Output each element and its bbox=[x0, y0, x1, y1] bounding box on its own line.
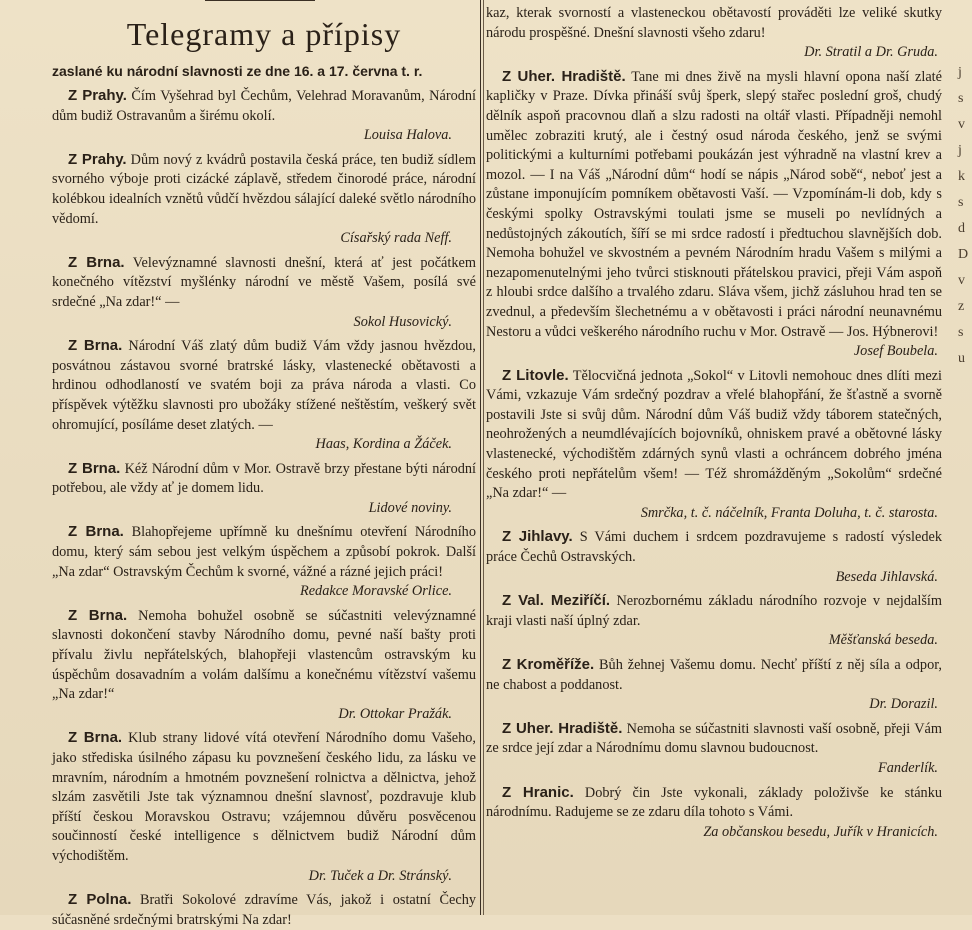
telegram-place: Z Brna. bbox=[68, 606, 128, 624]
telegram-entry bbox=[52, 522, 476, 601]
telegram-text bbox=[52, 606, 476, 705]
left-column bbox=[52, 0, 476, 928]
margin-char: s bbox=[958, 91, 964, 106]
telegram-body: S Vámi duchem i srdcem pozdravujeme s radostí výsledek práce Čechů Ostravských. bbox=[486, 529, 942, 566]
telegram-body: Klub strany lidové vítá otevření Národního domu Vašeho, jako střediska úsilného zápasu ku povznešení českého lidu, za lásku ve mravním, národním a hmotném povznešení rolnictva a dělnictva, jehož slzám zasvětili Jste tak významnou dnešní slavnosť, pozdravuje klub příští českou Moravskou Ostravu; vzájemnou důvěru posvěcenou součinností české intelligence s dělnictvem budiž Národní dům východištěm. bbox=[52, 730, 476, 864]
telegram-text bbox=[52, 253, 476, 313]
telegram-place: Z Prahy. bbox=[68, 150, 127, 168]
telegram-text bbox=[52, 522, 476, 582]
margin-char: v bbox=[958, 273, 965, 288]
signature: Dr. Stratil a Dr. Gruda. bbox=[804, 44, 938, 61]
telegram-body: Kéž Národní dům v Mor. Ostravě brzy přestane býti národní potřebou, ale vždy ať je domem lidu. bbox=[52, 460, 476, 497]
telegram-signature: Louisa Halova. bbox=[363, 127, 452, 144]
telegram-place: Z Val. Meziříčí. bbox=[502, 592, 611, 610]
margin-char: s bbox=[958, 325, 964, 340]
telegram-place: Z Hranic. bbox=[502, 783, 574, 801]
telegram-signature: Smrčka, t. č. náčelník, Franta Doluha, t. č. starosta. bbox=[640, 504, 938, 521]
telegram-text bbox=[52, 890, 476, 930]
telegram-signature: Sokol Husovický. bbox=[353, 313, 452, 330]
clipped-margin-text bbox=[958, 60, 970, 372]
telegram-signature: Fanderlík. bbox=[878, 759, 938, 776]
right-entries bbox=[486, 67, 942, 843]
telegram-signature: Haas, Kordina a Žáček. bbox=[315, 436, 452, 453]
telegram-entry bbox=[486, 719, 942, 779]
telegram-body: Dům nový z kvádrů postavila česká práce, ten budiž sídlem svorného výboje proti cizácké záplavě, středem činorodé práce, národní kolébkou idealních vznětů vůdčí hvězdou sálající daleké světlo národního vědomí. bbox=[52, 151, 476, 227]
telegram-place: Z Brna. bbox=[68, 253, 125, 271]
continued-text: kaz, kterak svorností a vlasteneckou obětavostí prováděti lze veliké skutky národu prospěšné. Dnešní slavnosti všeho zdaru! bbox=[486, 5, 942, 41]
telegram-entry bbox=[52, 253, 476, 332]
telegram-signature: Dr. Dorazil. bbox=[869, 696, 938, 713]
telegram-body: Bratři Sokolové zdravíme Vás, jakož i ostatní Čechy súčasněné srdečnými bratrskými Na zdar! bbox=[52, 892, 476, 928]
column-divider-inner bbox=[483, 0, 484, 915]
margin-char: z bbox=[958, 299, 965, 314]
telegram-place: Z Uher. Hradiště. bbox=[502, 67, 626, 85]
telegram-signature: Lidové noviny. bbox=[368, 499, 452, 516]
telegram-place: Z Polna. bbox=[68, 891, 132, 909]
telegram-body: Blahopřejeme upřímně ku dnešnímu otevření Národního domu, který sám sebou jest velkým úspěchem a způsobí pokrok. Další „Na zdar“ Ostravským Čechům k svorné, vážné a rázné jejich práci! bbox=[52, 524, 476, 580]
margin-char: j bbox=[958, 143, 962, 158]
telegram-place: Z Brna. bbox=[68, 337, 123, 355]
telegram-signature: Za občanskou besedu, Juřík v Hranicích. bbox=[703, 823, 938, 840]
telegram-signature: Redakce Moravské Orlice. bbox=[299, 583, 452, 600]
telegram-text bbox=[486, 783, 942, 823]
telegram-signature: Josef Boubela. bbox=[853, 343, 938, 360]
telegram-body: Tane mi dnes živě na mysli hlavní opona naší zlaté kapličky v Praze. Dívka přináší svůj šperk, slepý stařec poslední groš, chudý dělník aspoň pracovnou dlaň a slzu radosti na oltář vlasti. Případněji nemohl umělec zobraziti krutý, ale i čestný osud národa českého, jenž se svými politickými a kulturními potřebami poukázán jest výhradně na vlastní krev a mozol. — I na Váš „Národní dům“ hodí se nápis „Národ sobě“, neboť jest a zůstane imponujícím pomníkem obětavosti Vaší. — Vzpomínám-li dob, kdy s českými spolky Ostravskými toulati jsme se museli po nevlídných a nedůstojných zákoutích, šíří se mi srdce radostí i předtuchou slavnějších dob. Nemoha bohužel ve skvostném a pevném Národním hradu Vašem s milými a nezapomenutelnými jeho tvůrci stisknouti přátelskou pravici, přeji Vám aspoň z hloubi srdce dalšího a trvalého zdaru. Sláva všem, jichž zásluhou hrad ten se zvednul, a především šlechetnému a v obětavosti i práci národní neunavnému Nestoru a vůdci veškerého národního ruchu v Mor. Ostravě — Jos. Hýbnerovi! bbox=[486, 68, 942, 340]
telegram-entry bbox=[52, 459, 476, 519]
telegram-entry bbox=[486, 783, 942, 843]
telegram-place: Z Uher. Hradiště. bbox=[502, 719, 623, 737]
telegram-signature: Beseda Jihlavská. bbox=[835, 568, 938, 585]
telegram-text bbox=[52, 86, 476, 126]
telegram-signature: Měšťanská beseda. bbox=[828, 632, 938, 649]
telegram-signature: Císařský rada Neff. bbox=[340, 230, 452, 247]
margin-char: v bbox=[958, 117, 965, 132]
telegram-entry bbox=[52, 728, 476, 886]
telegram-place: Z Kroměříže. bbox=[502, 656, 595, 673]
telegram-entry bbox=[52, 150, 476, 249]
telegram-text bbox=[486, 67, 942, 342]
telegram-body: Dobrý čin Jste vykonali, základy položivše ke stánku národnímu. Radujeme se ze zdaru díla tohoto s Vámi. bbox=[486, 784, 942, 821]
telegram-entry bbox=[52, 86, 476, 146]
telegram-body: Čím Vyšehrad byl Čechům, Velehrad Moravanům, Národní dům budiž Ostravanům a širému okolí. bbox=[52, 88, 476, 124]
telegram-place: Z Brna. bbox=[68, 523, 124, 541]
telegram-text bbox=[486, 366, 942, 504]
column-divider bbox=[480, 0, 481, 915]
margin-char: j bbox=[958, 65, 962, 80]
telegram-entry bbox=[486, 591, 942, 651]
telegram-entry bbox=[486, 655, 942, 715]
telegram-text bbox=[52, 150, 476, 229]
telegram-place: Z Prahy. bbox=[68, 87, 127, 104]
telegram-body: Velevýznamné slavnosti dnešní, která ať jest počátkem konečného vítězství myšlénky národní ve městě Vašem, posílá své srdečné „Na zdar!“ — bbox=[52, 254, 476, 310]
telegram-entry bbox=[52, 890, 476, 930]
telegram-body: Bůh žehnej Vašemu domu. Nechť příští z něj síla a odpor, ne chabost a poddanost. bbox=[486, 657, 942, 693]
telegram-place: Z Brna. bbox=[68, 459, 121, 477]
article-subtitle: zaslané ku národní slavnosti ze dne 16. a 17. června t. r. bbox=[52, 63, 423, 79]
margin-char: s bbox=[958, 195, 964, 210]
telegram-text bbox=[52, 336, 476, 435]
telegram-text bbox=[52, 728, 476, 866]
telegram-place: Z Brna. bbox=[68, 729, 123, 747]
telegram-entry bbox=[486, 67, 942, 362]
telegram-place: Z Litovle. bbox=[502, 366, 569, 384]
telegram-place: Z Jihlavy. bbox=[502, 528, 573, 546]
margin-char: D bbox=[958, 247, 969, 262]
telegram-body: Národní Váš zlatý dům budiž Vám vždy jasnou hvězdou, posvátnou zástavou svorné bratrské lásky, vlastenecké obětavosti a hrdinou odhodlaností ve svatém boji za práva národa a vlasti. Co příspěvek výtěžku slavnosti pro ubožáky stížené neštěstím, veškerý svět ohromující, posíláme deset zlatých. — bbox=[52, 338, 476, 433]
margin-char: d bbox=[958, 221, 965, 236]
margin-char: k bbox=[958, 169, 965, 184]
telegram-body: Nemoha se súčastniti slavnosti vaší osobně, přeji Vám ze srdce její zdar a Národnímu domu slavnou budoucnost. bbox=[486, 720, 942, 757]
telegram-body: Nemoha bohužel osobně se súčastniti velevýznamné slavnosti dokončení stavby Národního domu, pevné naší bašty proti přívalu živlu nepřátelských, blahopřeji vlastencům ostravským ku úspěchům dosavadním a volám dalšímu a konečnému vítězství vašemu „Na zdar!“ bbox=[52, 607, 476, 703]
telegram-signature: Dr. Tuček a Dr. Stránský. bbox=[308, 867, 452, 884]
telegram-text bbox=[486, 719, 942, 759]
telegram-text bbox=[486, 655, 942, 695]
telegram-entry bbox=[486, 527, 942, 587]
telegram-body: Tělocvičná jednota „Sokol“ v Litovli nemohouc dnes dlíti mezi Vámi, vzkazuje Vám srdečný pozdrav a vřelé blahopřání, že šťastně a svorně postavili Jste si svůj dům. Národní dům Váš budiž vždy táborem statečných, neohrožených a neumdlévajících bojovníků, ohniskem pravé a obětovné lásky vlastenecké, východištěm zdárných synů vlasti a ochráncem dobrého jména českého proti nepřátelům všem! — Též shromážděným „Sokolům“ srdečné „Na zdar!“ — bbox=[486, 367, 942, 502]
margin-char: u bbox=[958, 351, 965, 366]
telegram-entry bbox=[52, 606, 476, 725]
article-title: Telegramy a přípisy bbox=[126, 16, 402, 52]
right-column bbox=[486, 0, 942, 915]
telegram-signature: Dr. Ottokar Pražák. bbox=[338, 705, 452, 722]
telegram-text bbox=[486, 527, 942, 567]
telegram-text bbox=[486, 591, 942, 631]
telegram-entry bbox=[486, 366, 942, 524]
telegram-body: Nerozbornému základu národního rozvoje v nejdalším kraji vlasti naší úplný zdar. bbox=[486, 593, 942, 629]
telegram-text bbox=[52, 459, 476, 499]
left-entries bbox=[52, 86, 476, 930]
continued-entry bbox=[486, 4, 942, 63]
telegram-entry bbox=[52, 336, 476, 455]
